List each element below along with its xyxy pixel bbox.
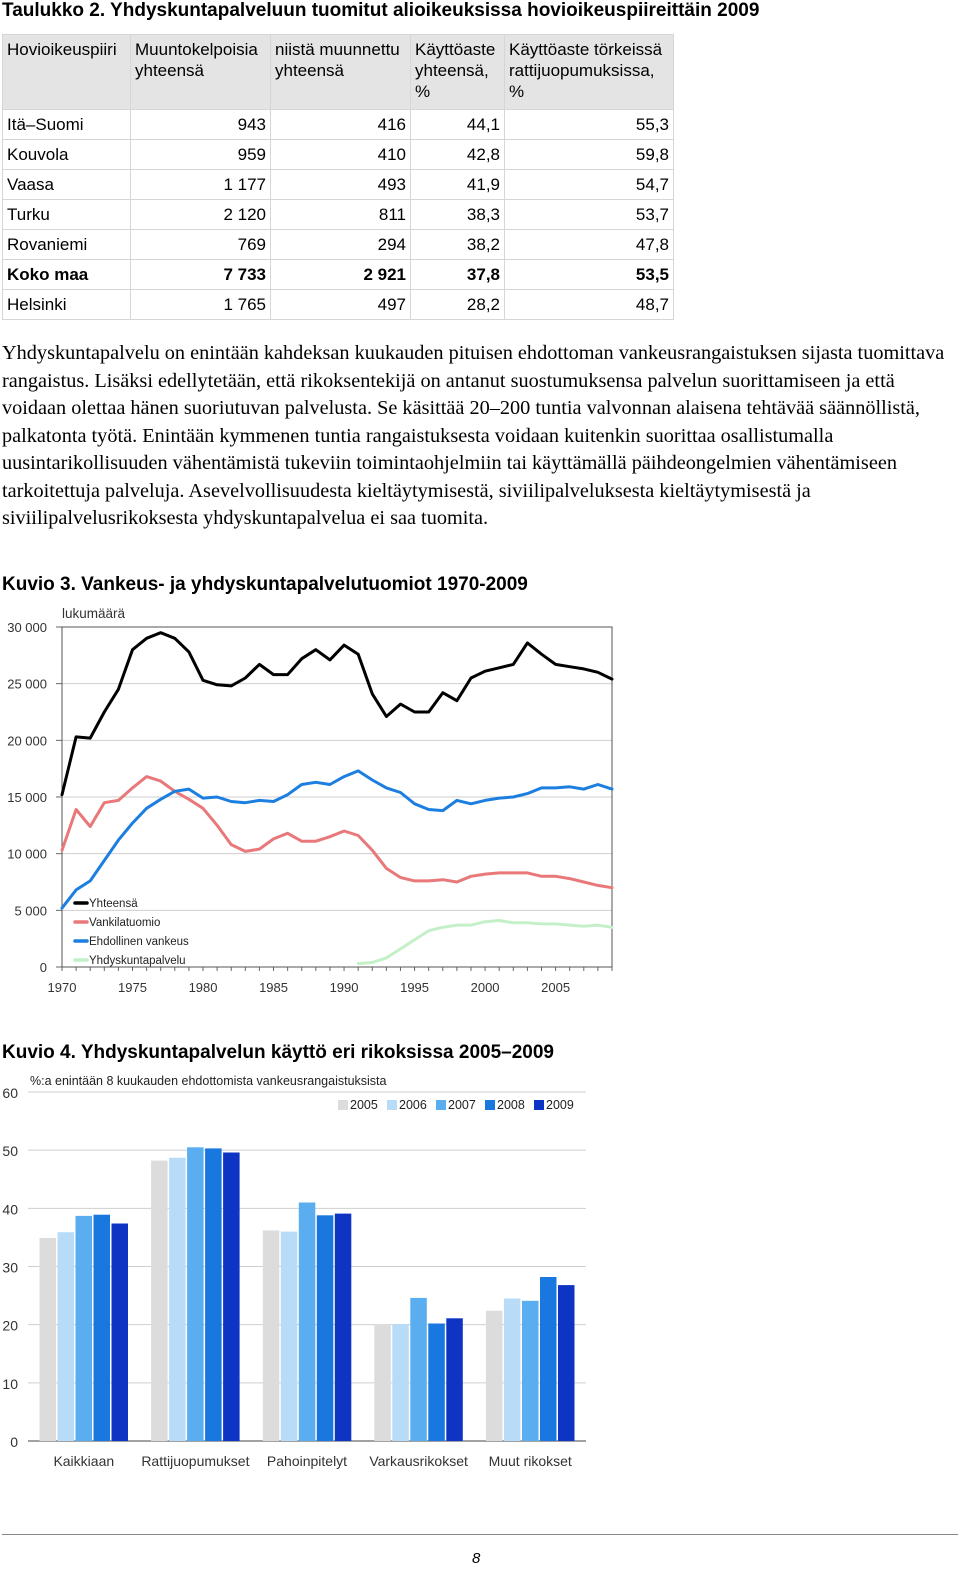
- cell-usage-rate: 37,8: [411, 260, 505, 290]
- legend-label: 2006: [399, 1098, 427, 1112]
- y-tick-label: 25 000: [7, 676, 47, 692]
- bar-2007: [76, 1216, 93, 1441]
- bar-2007: [410, 1298, 427, 1441]
- bar-2005: [374, 1324, 391, 1441]
- x-tick-label: 1975: [118, 980, 147, 995]
- x-tick-label: 2005: [541, 980, 571, 995]
- bar-2009: [112, 1224, 129, 1442]
- cell-usage-rate: 42,8: [411, 140, 505, 170]
- bar-2009: [558, 1285, 575, 1441]
- bar-2006: [58, 1232, 75, 1441]
- page-number: 8: [472, 1550, 481, 1567]
- y-tick-label: 0: [10, 1434, 18, 1450]
- cell-district: Rovaniemi: [3, 230, 131, 260]
- cell-usage-rate: 41,9: [411, 170, 505, 200]
- bar-2008: [540, 1277, 557, 1441]
- courts-table: [2, 34, 674, 320]
- cell-dui-usage-rate: 55,3: [505, 110, 674, 140]
- cell-usage-rate: 44,1: [411, 110, 505, 140]
- y-tick-label: 30: [2, 1259, 18, 1276]
- cell-district: Vaasa: [3, 170, 131, 200]
- y-tick-label: 15 000: [7, 790, 47, 805]
- bar-2005: [151, 1161, 168, 1441]
- cell-dui-usage-rate: 53,7: [505, 200, 674, 230]
- cell-usage-rate: 38,3: [411, 200, 505, 230]
- col-header-dui-usage-rate: Käyttöaste törkeissä rattijuopumuksissa, %: [505, 35, 674, 110]
- bar-2008: [94, 1215, 111, 1441]
- cell-dui-usage-rate: 47,8: [505, 230, 674, 260]
- bar-2007: [522, 1301, 539, 1441]
- col-header-convertible: Muuntokelpoisia yhteensä: [131, 35, 271, 110]
- bar-2009: [446, 1318, 463, 1441]
- bar-2006: [169, 1158, 186, 1441]
- legend-label: Yhteensä: [89, 898, 138, 910]
- x-tick-label: Kaikkiaan: [53, 1453, 115, 1469]
- bar-2008: [428, 1324, 445, 1442]
- series-line-Yhdyskuntapalvelu: [358, 921, 612, 964]
- cell-convertible: 943: [131, 110, 271, 140]
- cell-convertible: 1 177: [131, 170, 271, 200]
- y-tick-label: 30 000: [7, 620, 47, 635]
- x-tick-label: 1980: [188, 980, 218, 995]
- x-tick-label: 1995: [400, 980, 430, 995]
- legend-swatch: [485, 1100, 495, 1110]
- cell-converted: 811: [271, 200, 411, 230]
- table-row: [3, 140, 674, 170]
- bar-2008: [205, 1148, 222, 1441]
- cell-converted: 493: [271, 170, 411, 200]
- cell-converted: 2 921: [271, 260, 411, 290]
- y-tick-label: 20: [2, 1317, 18, 1334]
- y-tick-label: 50: [2, 1143, 18, 1160]
- table-row: [3, 230, 674, 260]
- figure3-title: Kuvio 3. Vankeus- ja yhdyskuntapalvelutuomiot 1970-2009: [2, 574, 528, 595]
- legend-label: Vankilatuomio: [89, 917, 161, 929]
- col-header-converted: niistä muunnettu yhteensä: [271, 35, 411, 110]
- cell-district: Itä–Suomi: [3, 110, 131, 140]
- cell-convertible: 769: [131, 230, 271, 260]
- y-tick-label: 60: [2, 1085, 18, 1101]
- cell-district: Kouvola: [3, 140, 131, 170]
- bar-2008: [317, 1215, 334, 1441]
- x-tick-label: 1970: [47, 980, 77, 995]
- series-line-Ehdollinen vankeus: [62, 771, 612, 908]
- legend-swatch: [387, 1100, 397, 1110]
- bar-2009: [223, 1153, 240, 1442]
- cell-usage-rate: 38,2: [411, 230, 505, 260]
- y-tick-label: 0: [39, 960, 47, 975]
- legend-label: 2008: [497, 1098, 525, 1112]
- x-tick-label: Rattijuopumukset: [141, 1453, 250, 1469]
- legend-swatch: [436, 1100, 446, 1110]
- cell-dui-usage-rate: 59,8: [505, 140, 674, 170]
- legend-label: Ehdollinen vankeus: [89, 936, 189, 948]
- table-header-row: [3, 35, 674, 110]
- cell-convertible: 1 765: [131, 290, 271, 320]
- cell-convertible: 959: [131, 140, 271, 170]
- col-header-usage-rate: Käyttöaste yhteensä, %: [411, 35, 505, 110]
- cell-convertible: 7 733: [131, 260, 271, 290]
- bar-2009: [335, 1214, 352, 1441]
- legend-swatch: [338, 1100, 348, 1110]
- cell-converted: 497: [271, 290, 411, 320]
- cell-dui-usage-rate: 53,5: [505, 260, 674, 290]
- line-chart: [0, 600, 620, 1002]
- cell-converted: 410: [271, 140, 411, 170]
- legend-swatch: [534, 1100, 544, 1110]
- y-tick-label: 10: [2, 1375, 18, 1392]
- x-tick-label: 2000: [470, 980, 500, 995]
- x-tick-label: Pahoinpitelyt: [266, 1453, 348, 1469]
- bar-2006: [504, 1299, 521, 1442]
- series-line-Yhteensä: [62, 633, 612, 795]
- bar-chart: [0, 1068, 600, 1478]
- cell-dui-usage-rate: 54,7: [505, 170, 674, 200]
- bar-2005: [40, 1238, 57, 1441]
- table-title: Taulukko 2. Yhdyskuntapalveluun tuomitut alioikeuksissa hovioikeuspiireittäin 2009: [2, 0, 760, 21]
- x-tick-label: 1985: [259, 980, 288, 995]
- cell-district: Koko maa: [3, 260, 131, 290]
- legend-label: 2005: [350, 1098, 378, 1112]
- table-row: [3, 200, 674, 230]
- bar-2007: [299, 1203, 316, 1442]
- bar-2005: [263, 1230, 280, 1441]
- x-tick-label: Muut rikokset: [488, 1453, 572, 1469]
- cell-usage-rate: 28,2: [411, 290, 505, 320]
- cell-converted: 416: [271, 110, 411, 140]
- y-tick-label: 20 000: [7, 733, 47, 749]
- footer-divider: [2, 1534, 958, 1535]
- bar-2006: [392, 1324, 409, 1441]
- x-tick-label: Varkausrikokset: [369, 1453, 468, 1469]
- col-header-district: Hovioikeuspiiri: [3, 35, 131, 110]
- y-tick-label: 5 000: [14, 903, 47, 919]
- body-paragraph: Yhdyskuntapalvelu on enintään kahdeksan kuukauden pituisen ehdottoman vankeusrangaistuksen sijasta tuomittava rangaistus. Lisäksi edellytetään, että rikoksentekijä on antanut suostumuksensa palvelun suorittamiseen ja että voidaan olettaa hänen suoriutuvan palvelusta. Se käsittää 20–200 tuntia valvonnan alaisena tehtävää säännöllistä, palkatonta työtä. Enintään kymmenen tuntia rangaistuksesta voidaan kuitenkin suorittaa osallistumalla uusintarikollisuuden vähentämistä tukeviin toimintaohjelmiin tai käyttämällä päihdeongelmien vähentämiseen tarkoitettuja palveluja. Asevelvollisuudesta kieltäytymisestä, siviilipalveluksesta kieltäytymisestä ja siviilipalvelusrikoksesta yhdyskuntapalvelua ei saa tuomita.: [2, 342, 945, 529]
- table-row-total: [3, 260, 674, 290]
- legend-label: 2007: [448, 1098, 476, 1112]
- cell-district: Turku: [3, 200, 131, 230]
- y-tick-label: 10 000: [7, 846, 47, 862]
- bar-2005: [486, 1311, 503, 1441]
- cell-converted: 294: [271, 230, 411, 260]
- table-row: [3, 110, 674, 140]
- table-row: [3, 170, 674, 200]
- cell-convertible: 2 120: [131, 200, 271, 230]
- chart-subtitle: %:a enintään 8 kuukauden ehdottomista vankeusrangaistuksista: [30, 1074, 387, 1088]
- figure4-title: Kuvio 4. Yhdyskuntapalvelun käyttö eri rikoksissa 2005–2009: [2, 1042, 554, 1063]
- legend-label: Yhdyskuntapalvelu: [89, 955, 186, 967]
- bar-2006: [281, 1232, 298, 1441]
- legend-label: 2009: [546, 1098, 574, 1112]
- table-row: [3, 290, 674, 320]
- cell-district: Helsinki: [3, 290, 131, 320]
- cell-dui-usage-rate: 48,7: [505, 290, 674, 320]
- x-tick-label: 1990: [329, 980, 359, 995]
- y-axis-label: lukumäärä: [62, 606, 126, 621]
- bar-2007: [187, 1147, 204, 1441]
- y-tick-label: 40: [2, 1201, 18, 1218]
